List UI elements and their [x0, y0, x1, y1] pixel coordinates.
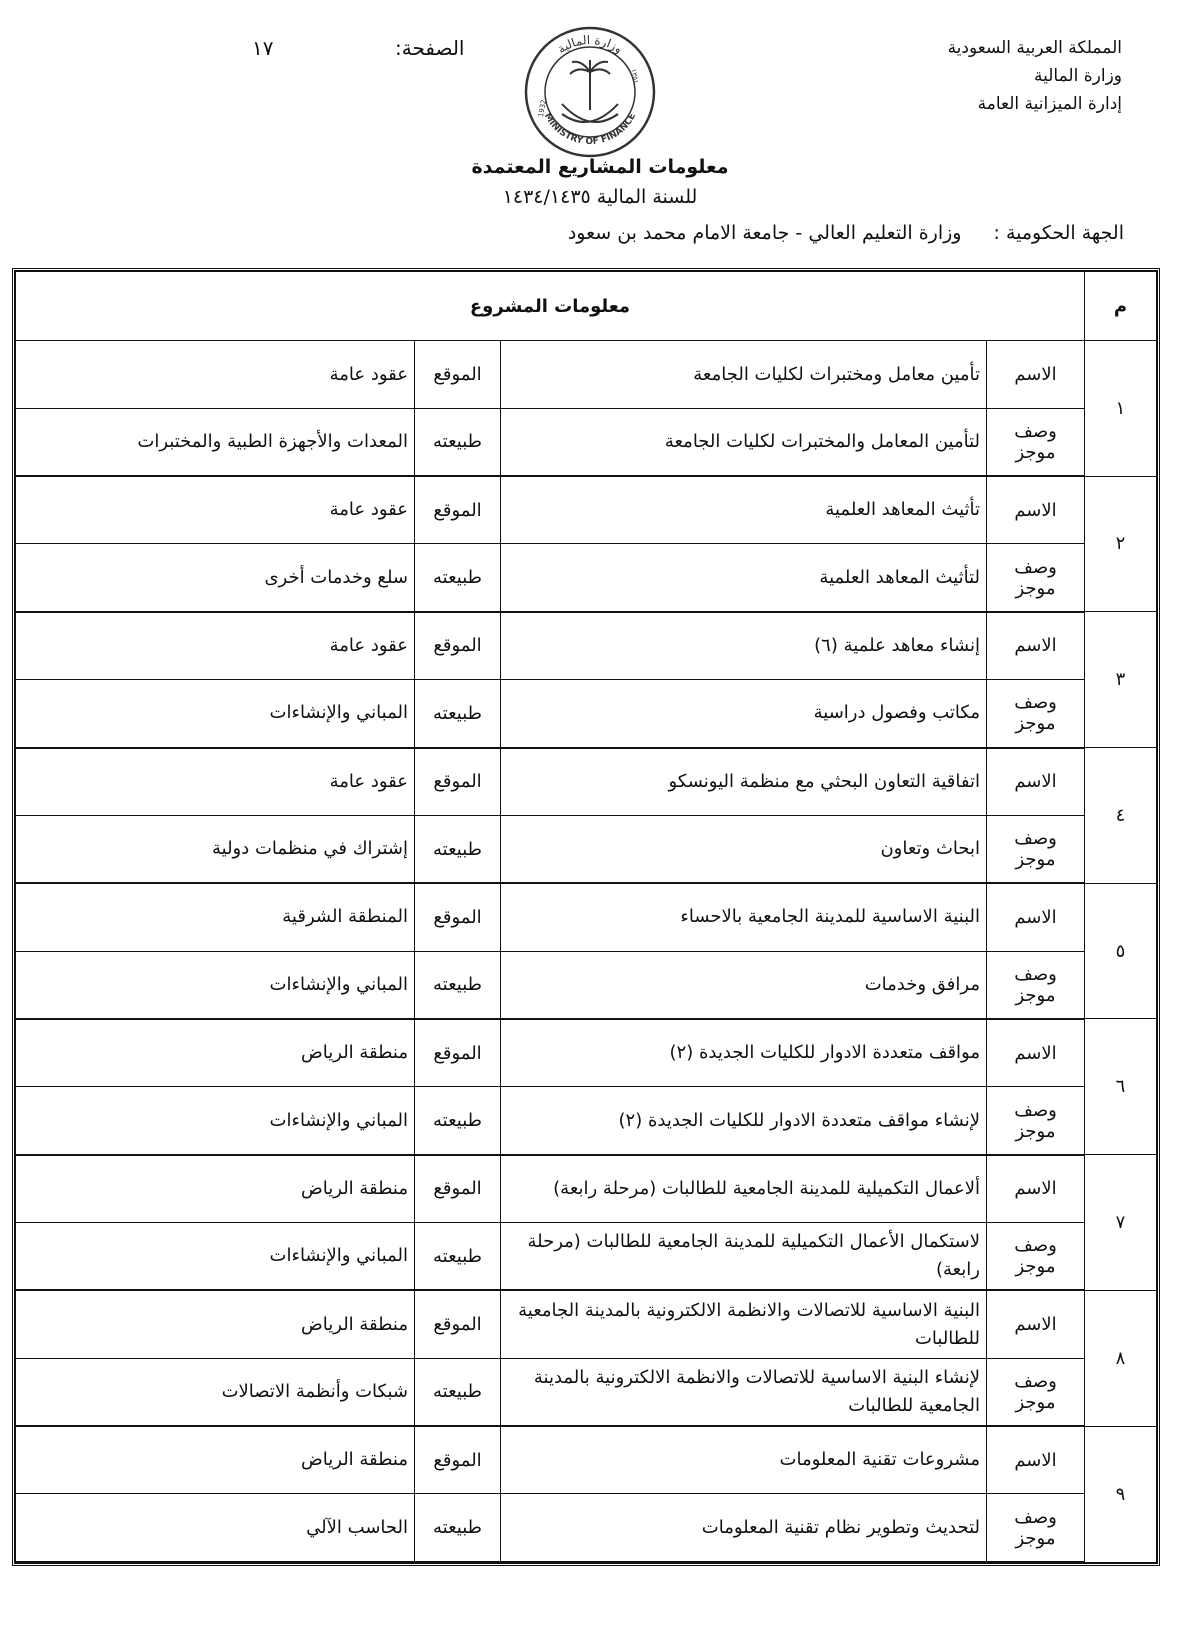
label-nature: طبيعته	[415, 1358, 501, 1426]
table-row	[16, 1223, 1157, 1291]
table-row	[16, 951, 1157, 1019]
project-location: المنطقة الشرقية	[16, 883, 415, 951]
project-number: ٨	[1085, 1290, 1157, 1426]
label-location: الموقع	[415, 476, 501, 544]
label-location: الموقع	[415, 748, 501, 816]
project-number: ٣	[1085, 612, 1157, 748]
table-row	[16, 1087, 1157, 1155]
org-line-country: المملكة العربية السعودية	[947, 38, 1122, 58]
table-row	[16, 1290, 1157, 1358]
table-row	[16, 1155, 1157, 1223]
projects-table	[15, 271, 1157, 1563]
project-location: منطقة الرياض	[16, 1290, 415, 1358]
fiscal-year-subtitle: للسنة المالية ١٤٣٤/١٤٣٥	[502, 186, 698, 208]
label-name: الاسم	[987, 1155, 1085, 1223]
project-nature: إشتراك في منظمات دولية	[16, 815, 415, 883]
table-row	[16, 544, 1157, 612]
svg-text:MINISTRY OF FINANCE	[542, 112, 638, 147]
entity-label: الجهة الحكومية :	[993, 222, 1124, 244]
project-description: لتحديث وتطوير نظام تقنية المعلومات	[501, 1494, 987, 1562]
project-description: لتأمين المعامل والمختبرات لكليات الجامعة	[501, 408, 987, 476]
project-number: ١	[1085, 341, 1157, 476]
project-description: لإنشاء مواقف متعددة الادوار للكليات الجديدة (٢)	[501, 1087, 987, 1155]
project-number: ٢	[1085, 476, 1157, 612]
project-number: ٧	[1085, 1155, 1157, 1291]
project-name: مشروعات تقنية المعلومات	[501, 1426, 987, 1494]
label-location: الموقع	[415, 612, 501, 680]
org-line-department: إدارة الميزانية العامة	[977, 94, 1122, 114]
project-name: ألاعمال التكميلية للمدينة الجامعية للطالبات (مرحلة رابعة)	[501, 1155, 987, 1223]
government-entity	[568, 222, 1124, 244]
table-row	[16, 1426, 1157, 1494]
seal-english-text: MINISTRY OF FINANCE	[541, 111, 639, 148]
project-number: ٦	[1085, 1019, 1157, 1155]
project-location: عقود عامة	[16, 341, 415, 408]
table-row	[16, 883, 1157, 951]
page-label: الصفحة:	[395, 36, 465, 60]
table-row	[16, 341, 1157, 408]
table-row	[16, 748, 1157, 816]
project-nature: المباني والإنشاءات	[16, 1087, 415, 1155]
org-line-ministry: وزارة المالية	[1034, 66, 1122, 86]
label-description: وصف موجز	[987, 1223, 1085, 1291]
label-nature: طبيعته	[415, 680, 501, 748]
label-name: الاسم	[987, 612, 1085, 680]
label-name: الاسم	[987, 1426, 1085, 1494]
page-number: ١٧	[252, 36, 274, 60]
document-title: معلومات المشاريع المعتمدة	[471, 156, 729, 178]
table-header-row	[16, 272, 1157, 341]
project-nature: المباني والإنشاءات	[16, 680, 415, 748]
entity-value: وزارة التعليم العالي - جامعة الامام محمد بن سعود	[567, 222, 962, 244]
label-location: الموقع	[415, 1155, 501, 1223]
label-name: الاسم	[987, 341, 1085, 408]
label-nature: طبيعته	[415, 815, 501, 883]
table-row	[16, 1494, 1157, 1562]
label-nature: طبيعته	[415, 1223, 501, 1291]
label-nature: طبيعته	[415, 1087, 501, 1155]
project-location: عقود عامة	[16, 476, 415, 544]
col-header-number: م	[1085, 272, 1157, 341]
project-name: البنية الاساسية للاتصالات والانظمة الالكترونية بالمدينة الجامعية للطالبات	[501, 1290, 987, 1358]
label-nature: طبيعته	[415, 408, 501, 476]
ministry-seal-logo	[520, 22, 660, 162]
project-description: لإنشاء البنية الاساسية للاتصالات والانظمة الالكترونية بالمدينة الجامعية للطالبات	[501, 1358, 987, 1426]
project-description: لتأثيث المعاهد العلمية	[501, 544, 987, 612]
project-location: منطقة الرياض	[16, 1019, 415, 1087]
label-name: الاسم	[987, 883, 1085, 951]
table-row	[16, 1358, 1157, 1426]
palm-and-swords-emblem	[562, 60, 618, 122]
project-nature: سلع وخدمات أخرى	[16, 544, 415, 612]
project-nature: المباني والإنشاءات	[16, 951, 415, 1019]
label-name: الاسم	[987, 1290, 1085, 1358]
label-description: وصف موجز	[987, 951, 1085, 1019]
label-location: الموقع	[415, 883, 501, 951]
project-name: تأمين معامل ومختبرات لكليات الجامعة	[501, 341, 987, 408]
label-location: الموقع	[415, 1290, 501, 1358]
label-name: الاسم	[987, 1019, 1085, 1087]
table-row	[16, 815, 1157, 883]
project-description: مكاتب وفصول دراسية	[501, 680, 987, 748]
project-number: ٩	[1085, 1426, 1157, 1562]
label-description: وصف موجز	[987, 408, 1085, 476]
label-location: الموقع	[415, 1019, 501, 1087]
seal-year-left: 1932	[536, 98, 548, 118]
project-number: ٥	[1085, 883, 1157, 1019]
project-nature: المباني والإنشاءات	[16, 1223, 415, 1291]
table-row	[16, 612, 1157, 680]
seal-year-right: ١٣٥١	[629, 68, 640, 85]
project-nature: شبكات وأنظمة الاتصالات	[16, 1358, 415, 1426]
svg-text:وزارة المالية	[555, 33, 625, 57]
projects-table-frame	[12, 268, 1160, 1566]
project-name: مواقف متعددة الادوار للكليات الجديدة (٢)	[501, 1019, 987, 1087]
col-header-project-info: معلومات المشروع	[16, 272, 1085, 341]
project-description: لاستكمال الأعمال التكميلية للمدينة الجامعية للطالبات (مرحلة رابعة)	[501, 1223, 987, 1291]
project-description: مرافق وخدمات	[501, 951, 987, 1019]
project-number: ٤	[1085, 748, 1157, 884]
project-location: منطقة الرياض	[16, 1155, 415, 1223]
seal-arabic-text: وزارة المالية	[554, 32, 626, 57]
table-row	[16, 680, 1157, 748]
label-name: الاسم	[987, 476, 1085, 544]
project-name: البنية الاساسية للمدينة الجامعية بالاحساء	[501, 883, 987, 951]
project-location: عقود عامة	[16, 612, 415, 680]
project-description: ابحاث وتعاون	[501, 815, 987, 883]
label-name: الاسم	[987, 748, 1085, 816]
label-description: وصف موجز	[987, 1087, 1085, 1155]
label-description: وصف موجز	[987, 1494, 1085, 1562]
project-location: عقود عامة	[16, 748, 415, 816]
label-location: الموقع	[415, 341, 501, 408]
label-location: الموقع	[415, 1426, 501, 1494]
label-nature: طبيعته	[415, 951, 501, 1019]
project-name: اتفاقية التعاون البحثي مع منظمة اليونسكو	[501, 748, 987, 816]
organization-header	[948, 34, 1122, 118]
label-description: وصف موجز	[987, 815, 1085, 883]
project-nature: المعدات والأجهزة الطبية والمختبرات	[16, 408, 415, 476]
project-nature: الحاسب الآلي	[16, 1494, 415, 1562]
table-row	[16, 408, 1157, 476]
label-nature: طبيعته	[415, 1494, 501, 1562]
label-nature: طبيعته	[415, 544, 501, 612]
label-description: وصف موجز	[987, 1358, 1085, 1426]
label-description: وصف موجز	[987, 544, 1085, 612]
project-name: تأثيث المعاهد العلمية	[501, 476, 987, 544]
project-location: منطقة الرياض	[16, 1426, 415, 1494]
table-row	[16, 1019, 1157, 1087]
project-name: إنشاء معاهد علمية (٦)	[501, 612, 987, 680]
label-description: وصف موجز	[987, 680, 1085, 748]
table-row	[16, 476, 1157, 544]
